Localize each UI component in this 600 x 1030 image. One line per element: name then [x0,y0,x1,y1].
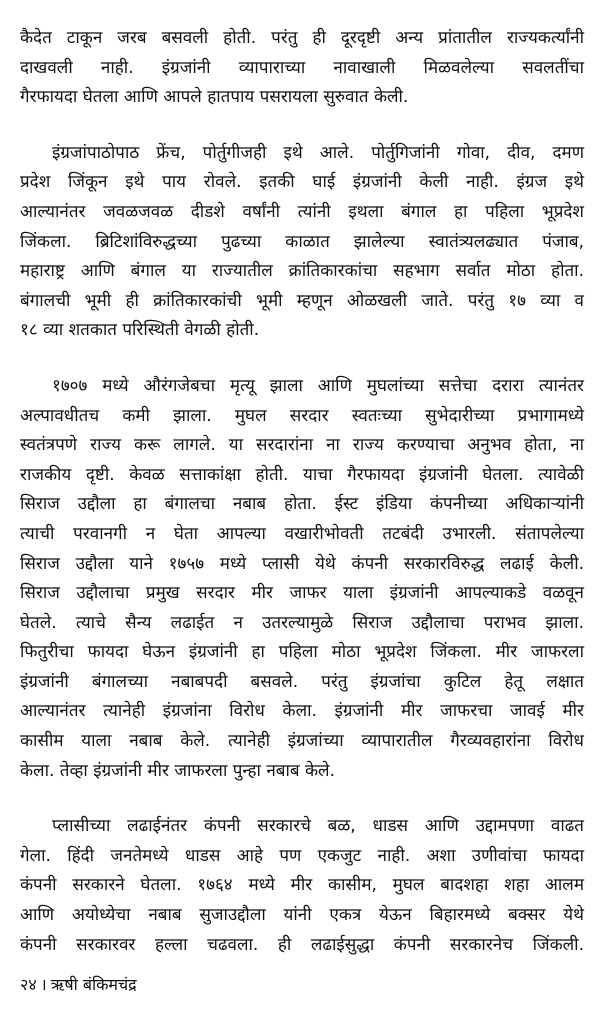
text-line: दाखवली नाही. इंग्रजांनी व्यापाराच्या नावाखाली मिळवलेल्या सवलतींचा [20,57,584,78]
text-line: कंपनी सरकारवर हल्ला चढवला. ही लढाईसुद्धा कंपनी सरकारनेच जिंकली. [20,934,584,955]
footer-separator: । [40,975,47,994]
text-line: आणि अयोध्येचा नबाब सुजाउद्दौला यांनी एकत्र येऊन बिहारमध्ये बक्सर येथे [20,905,584,926]
text-line: त्याची परवानगी न घेता आपल्या वखारीभोवती तटबंदी उभारली. संतापलेल्या [20,523,584,544]
text-line: कंपनी सरकारने घेतला. १७६४ मध्ये मीर कासीम, मुघल बादशहा शहा आलम [20,875,584,896]
text-line: प्रदेश जिंकून इथे पाय रोवले. इतकी घाई इंग्रजांनी केली नाही. इंग्रज इथे [20,172,584,193]
text-line: गैरफायदा घेतला आणि आपले हातपाय पसरायला सुरुवात केली. [20,87,409,108]
text-line: घेतले. त्याचे सैन्य लढाईत न उतरल्यामुळे सिराज उद्दौलाचा पराभव झाला. [20,612,584,633]
text-line: कासीम याला नबाब केले. त्यानेही इंग्रजांच्या व्यापारातील गैरव्यवहारांना विरोध [20,731,584,752]
page-number: २४ [20,975,37,994]
paragraph [20,24,584,113]
text-line: १८ व्या शतकात परिस्थिती वेगळी होती. [20,320,260,341]
text-line: इंग्रजांनी बंगालच्या नबाबपदी बसवले. परंतु इंग्रजांचा कुटिल हेतू लक्षात [20,671,584,692]
text-line: सिराज उद्दौला याने १७५७ मध्ये प्लासी येथे कंपनी सरकारविरुद्ध लढाई केली. [20,553,584,574]
text-line: अल्पावधीतच कमी झाला. मुघल सरदार स्वतःच्या सुभेदारीच्या प्रभागामध्ये [20,405,584,426]
text-line: बंगालची भूमी ही क्रांतिकारकांची भूमी म्हणून ओळखली जाते. परंतु १७ व्या व [20,290,584,311]
paragraph [20,372,584,786]
body-text [20,24,584,960]
text-line: सिराज उद्दौलाचा प्रमुख सरदार मीर जाफर याला इंग्रजांनी आपल्याकडे वळवून [20,583,584,604]
text-line: इंग्रजांपाठोपाठ फ्रेंच, पोर्तुगीजही इथे आले. पोर्तुगिजांनी गोवा, दीव, दमण [52,142,584,163]
text-line: राजकीय दृष्टी. केवळ सत्ताकांक्षा होती. याचा गैरफायदा इंग्रजांनी घेतला. त्यावेळी [20,464,584,485]
text-line: १७०७ मध्ये औरंगजेबचा मृत्यू झाला आणि मुघलांच्या सत्तेचा दरारा त्यानंतर [52,375,584,396]
text-line: केला. तेव्हा इंग्रजांनी मीर जाफरला पुन्हा नबाब केले. [20,760,335,781]
text-line: फितुरीचा फायदा घेऊन इंग्रजांनी हा पहिला मोठा भूप्रदेश जिंकला. मीर जाफरला [20,642,584,663]
text-line: आल्यानंतर त्यानेही इंग्रजांना विरोध केला. इंग्रजांनी मीर जाफरचा जावई मीर [20,701,584,722]
text-line: जिंकला. ब्रिटिशांविरुद्धच्या पुढच्या काळात झालेल्या स्वातंत्र्यलढ्यात पंजाब, [20,231,584,252]
text-line: गेला. हिंदी जनतेमध्ये धाडस आहे पण एकजुट नाही. अशा उणीवांचा फायदा [20,845,584,866]
paragraph [20,139,584,346]
paragraph [20,812,584,960]
text-line: कैदेत टाकून जरब बसवली होती. परंतु ही दूरदृष्टी अन्य प्रांतातील राज्यकर्त्यांनी [20,28,584,48]
book-title: ऋषी बंकिमचंद्र [50,975,137,994]
text-line: आल्यानंतर जवळजवळ दीडशे वर्षांनी त्यांनी इथला बंगाल हा पहिला भूप्रदेश [20,201,584,222]
text-line: प्लासीच्या लढाईनंतर कंपनी सरकारचे बळ, धाडस आणि उद्दामपणा वाढत [52,816,584,837]
text-line: स्वतंत्रपणे राज्य करू लागले. या सरदारांना ना राज्य करण्याचा अनुभव होता, ना [20,435,584,456]
text-line: महाराष्ट्र आणि बंगाल या राज्यातील क्रांतिकारकांचा सहभाग सर्वात मोठा होता. [20,261,584,282]
page-footer [20,974,137,996]
text-line: सिराज उद्दौला हा बंगालचा नबाब होता. ईस्ट इंडिया कंपनीच्या अधिकाऱ्यांनी [20,494,584,515]
